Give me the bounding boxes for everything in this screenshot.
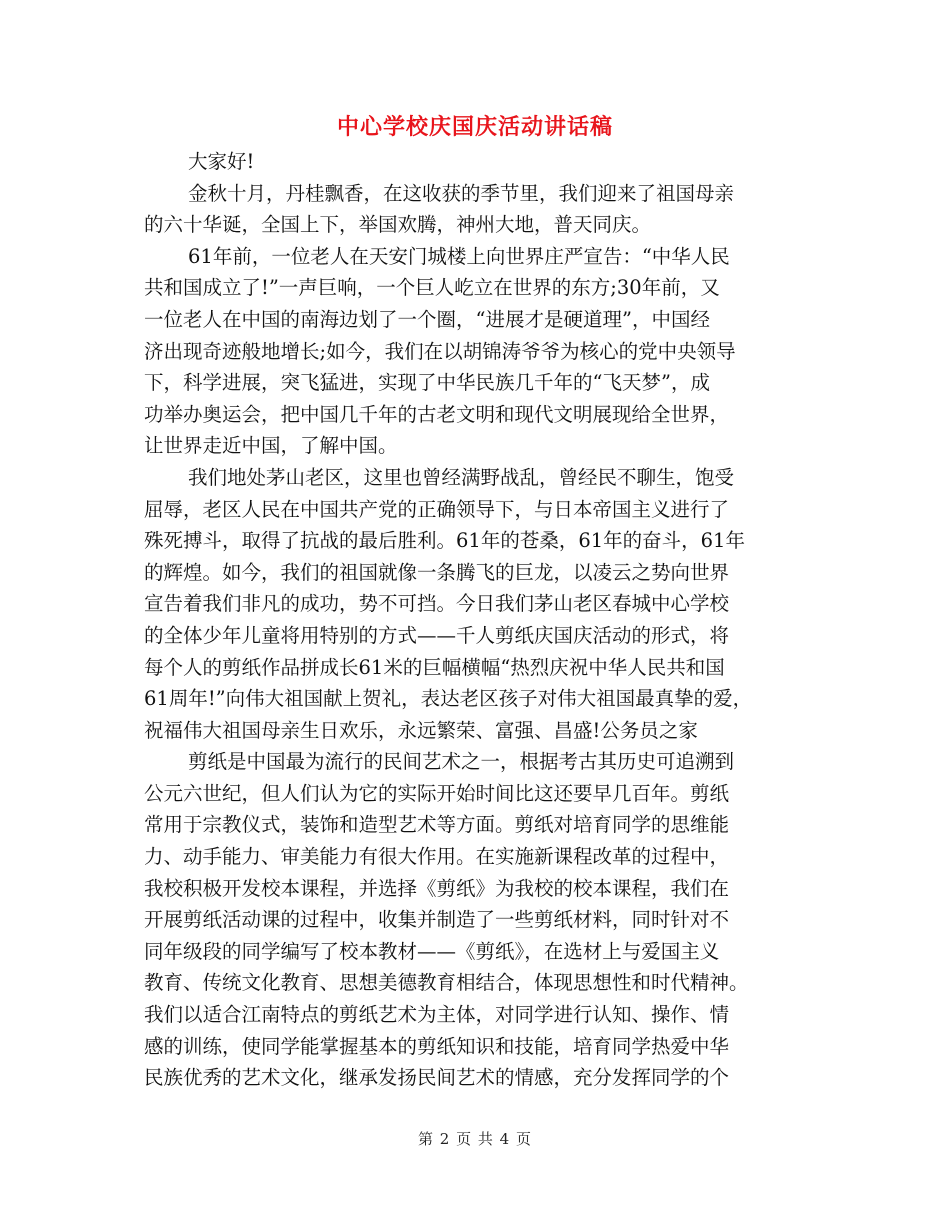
text-line: 民族优秀的艺术文化，继承发扬民间艺术的情感，充分发挥同学的个 — [144, 1066, 730, 1090]
text-line: 我们地处茅山老区，这里也曾经满野战乱，曾经民不聊生，饱受 — [188, 465, 735, 489]
text-line: 开展剪纸活动课的过程中，收集并制造了一些剪纸材料，同时针对不 — [144, 908, 730, 932]
text-line: 公元六世纪，但人们认为它的实际开始时间比这还要早几百年。剪纸 — [144, 781, 730, 805]
text-line: 祝福伟大祖国母亲生日欢乐，永远繁荣、富强、昌盛!公务员之家 — [144, 718, 698, 742]
text-line: 殊死搏斗，取得了抗战的最后胜利。61年的苍桑，61年的奋斗，61年 — [144, 529, 745, 553]
text-line: 每个人的剪纸作品拼成长61米的巨幅横幅“热烈庆祝中华人民共和国 — [144, 655, 725, 679]
document-body — [144, 146, 824, 1094]
text-line: 共和国成立了!”一声巨响，一个巨人屹立在世界的东方;30年前，又 — [144, 276, 720, 300]
text-line: 我们以适合江南特点的剪纸艺术为主体，对同学进行认知、操作、情 — [144, 1003, 730, 1027]
page-footer: 第 2 页 共 4 页 — [418, 1130, 532, 1148]
text-line: 常用于宗教仪式，装饰和造型艺术等方面。剪纸对培育同学的思维能 — [144, 813, 730, 837]
text-line: 一位老人在中国的南海边划了一个圈，“进展才是硬道理”，中国经 — [144, 307, 710, 331]
text-line: 感的训练，使同学能掌握基本的剪纸知识和技能，培育同学热爱中华 — [144, 1034, 730, 1058]
text-line: 大家好! — [188, 150, 255, 173]
text-line: 功举办奥运会，把中国几千年的古老文明和现代文明展现给全世界， — [144, 402, 730, 426]
document-title: 中心学校庆国庆活动讲话稿 — [336, 114, 613, 140]
text-line: 济出现奇迹般地增长;如今，我们在以胡锦涛爷爷为核心的党中央领导 — [144, 339, 736, 363]
text-line: 61年前，一位老人在天安门城楼上向世界庄严宣告：“中华人民 — [188, 244, 730, 268]
text-line: 力、动手能力、审美能力有很大作用。在实施新课程改革的过程中， — [144, 845, 730, 869]
text-line: 61周年!”向伟大祖国献上贺礼，表达老区孩子对伟大祖国最真挚的爱， — [144, 687, 753, 711]
text-line: 金秋十月，丹桂飘香，在这收获的季节里，我们迎来了祖国母亲 — [188, 181, 735, 205]
text-line: 的辉煌。如今，我们的祖国就像一条腾飞的巨龙，以凌云之势向世界 — [144, 560, 730, 584]
text-line: 剪纸是中国最为流行的民间艺术之一，根据考古其历史可追溯到 — [188, 750, 735, 774]
text-line: 屈辱，老区人民在中国共产党的正确领导下，与日本帝国主义进行了 — [144, 497, 730, 521]
text-line: 教育、传统文化教育、思想美德教育相结合，体现思想性和时代精神。 — [144, 971, 749, 995]
text-line: 我校积极开发校本课程，并选择《剪纸》为我校的校本课程，我们在 — [144, 876, 730, 900]
text-line: 下，科学进展，突飞猛进，实现了中华民族几千年的“飞天梦”，成 — [144, 371, 710, 395]
text-line: 的六十华诞，全国上下，举国欢腾，神州大地，普天同庆。 — [144, 213, 652, 237]
text-line: 宣告着我们非凡的成功，势不可挡。今日我们茅山老区春城中心学校 — [144, 592, 730, 616]
text-line: 的全体少年儿童将用特别的方式——千人剪纸庆国庆活动的形式，将 — [144, 623, 730, 647]
text-line: 同年级段的同学编写了校本教材——《剪纸》，在选材上与爱国主义 — [144, 939, 720, 963]
text-line: 让世界走近中国，了解中国。 — [144, 434, 398, 458]
